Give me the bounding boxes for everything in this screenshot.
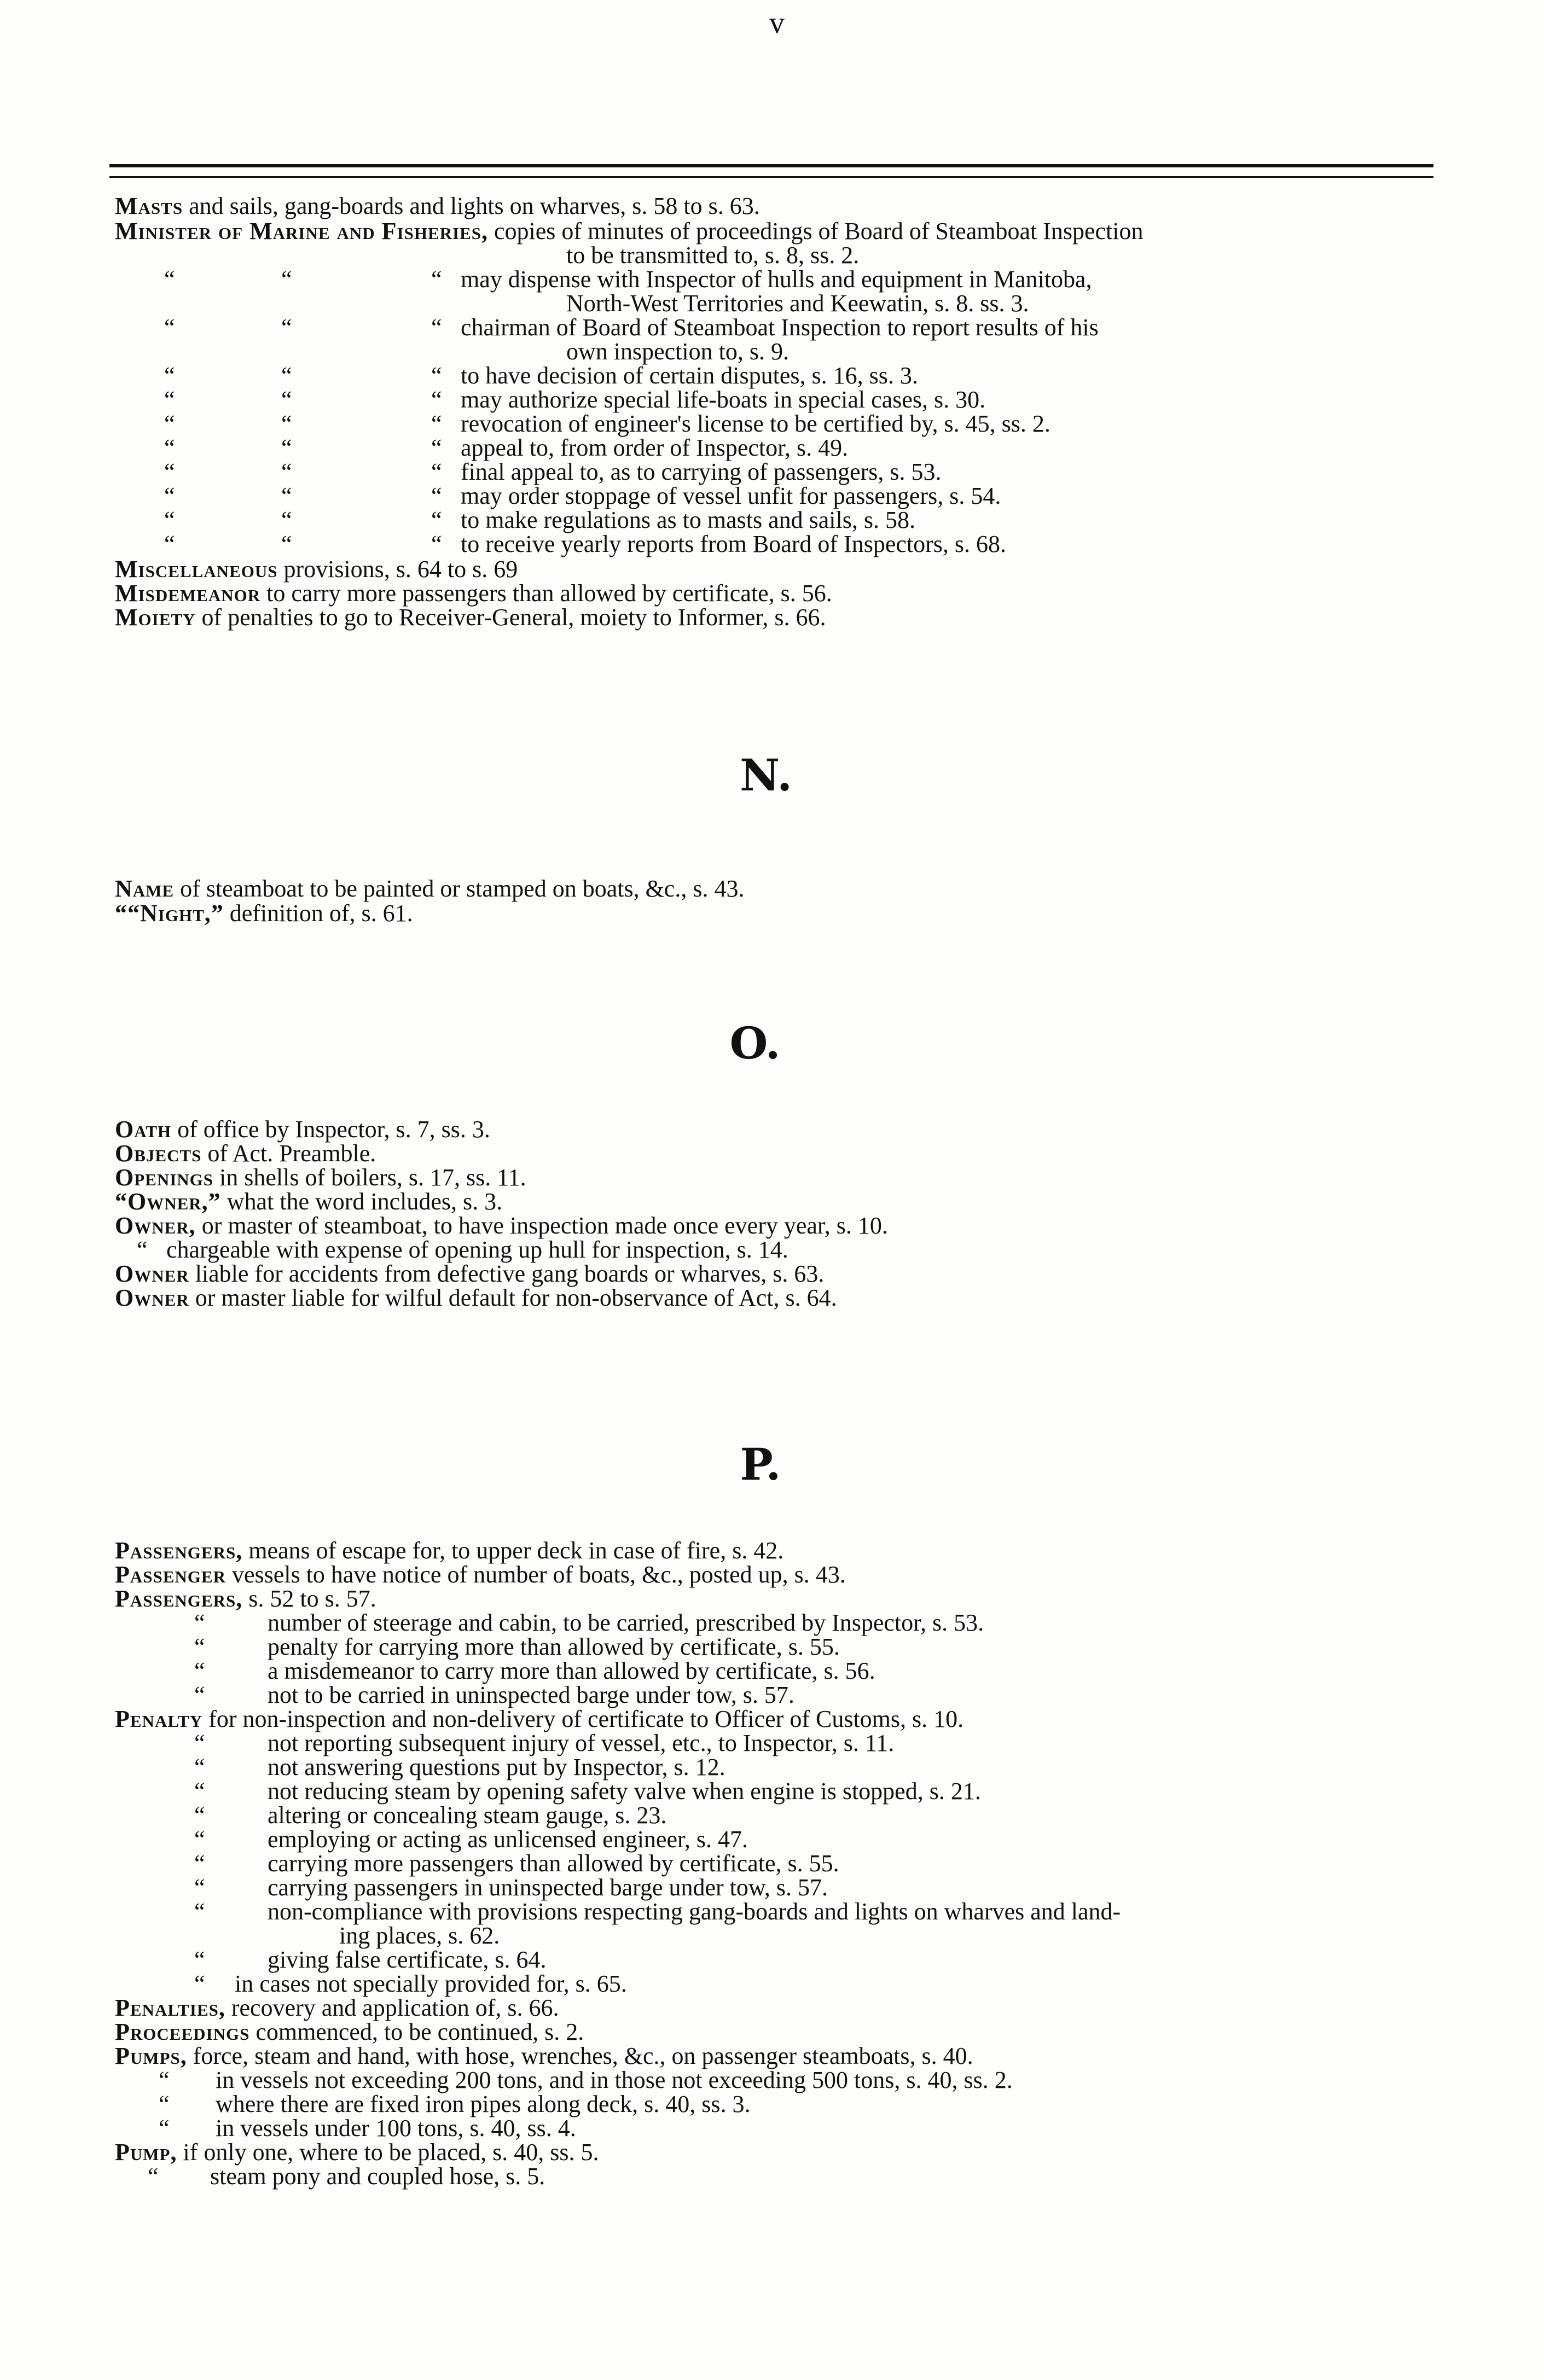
section-letter-n: N. — [740, 749, 792, 801]
index-entry: “ non-compliance with provisions respecting gang-boards and lights on wharves and land- — [194, 1898, 1121, 1925]
index-entry: Owner, or master of steamboat, to have inspection made once every year, s. 10. — [115, 1212, 888, 1239]
index-entry: Owner or master liable for wilful default for non-observance of Act, s. 64. — [115, 1284, 837, 1311]
index-entry: “ “ “ may order stoppage of vessel unfit for passengers, s. 54. — [164, 482, 1001, 509]
index-entry: Penalty for non-inspection and non-delivery of certificate to Officer of Customs, s. 10. — [115, 1706, 964, 1732]
index-entry-continuation: to be transmitted to, s. 8, ss. 2. — [566, 242, 860, 269]
index-entry: Proceedings commenced, to be continued, s. 2. — [115, 2018, 584, 2045]
section-letter-p: P. — [740, 1439, 781, 1490]
index-entry: “Owner,” what the word includes, s. 3. — [115, 1188, 503, 1215]
index-entry: Misdemeanor to carry more passengers than allowed by certificate, s. 56. — [115, 580, 832, 607]
index-entry: “ employing or acting as unlicensed engineer, s. 47. — [194, 1826, 748, 1853]
index-entry: “ giving false certificate, s. 64. — [194, 1946, 547, 1973]
index-entry: “ chargeable with expense of opening up hull for inspection, s. 14. — [137, 1236, 788, 1263]
index-entry: “ not to be carried in uninspected barge under tow, s. 57. — [194, 1681, 794, 1708]
index-entry: “ “ “ chairman of Board of Steamboat Inspection to report results of his — [164, 314, 1099, 341]
index-entry: “ penalty for carrying more than allowed by certificate, s. 55. — [194, 1633, 840, 1660]
index-entry: Miscellaneous provisions, s. 64 to s. 69 — [115, 556, 518, 583]
index-entry: “ “ “ revocation of engineer's license to be certified by, s. 45, ss. 2. — [164, 410, 1050, 437]
index-entry: Objects of Act. Preamble. — [115, 1140, 376, 1167]
index-entry: Openings in shells of boilers, s. 17, ss. 11. — [115, 1164, 526, 1191]
index-entry: “ altering or concealing steam gauge, s. 23. — [194, 1802, 667, 1829]
index-entry: Name of steamboat to be painted or stamped on boats, &c., s. 43. — [115, 875, 745, 902]
index-entry: “ “ “ may authorize special life-boats in special cases, s. 30. — [164, 386, 986, 413]
index-entry-continuation: own inspection to, s. 9. — [566, 338, 789, 365]
index-entry-continuation: North-West Territories and Keewatin, s. 8. ss. 3. — [566, 290, 1029, 317]
index-entry: “ carrying passengers in uninspected barge under tow, s. 57. — [194, 1874, 828, 1901]
index-entry: Passenger vessels to have notice of number of boats, &c., posted up, s. 43. — [115, 1561, 846, 1588]
index-entry: “ in vessels under 100 tons, s. 40, ss. 4. — [159, 2115, 576, 2142]
index-entry: “ not reporting subsequent injury of vessel, etc., to Inspector, s. 11. — [194, 1730, 895, 1756]
index-entry: “ steam pony and coupled hose, s. 5. — [148, 2163, 545, 2190]
index-entry: “ a misdemeanor to carry more than allowed by certificate, s. 56. — [194, 1657, 875, 1684]
index-entry: Moiety of penalties to go to Receiver-General, moiety to Informer, s. 66. — [115, 604, 826, 631]
index-entry: Oath of office by Inspector, s. 7, ss. 3. — [115, 1116, 490, 1143]
index-entry: ““Night,” definition of, s. 61. — [115, 900, 413, 927]
index-entry: “ “ “ final appeal to, as to carrying of passengers, s. 53. — [164, 458, 942, 485]
index-entry: Passengers, means of escape for, to upper deck in case of fire, s. 42. — [115, 1537, 784, 1564]
index-entry: Penalties, recovery and application of, s. 66. — [115, 1994, 559, 2021]
index-entry: “ “ “ to have decision of certain disputes, s. 16, ss. 3. — [164, 362, 918, 389]
page-number: v — [769, 6, 785, 40]
index-entry: Passengers, s. 52 to s. 57. — [115, 1585, 376, 1612]
index-entry: “ “ “ to receive yearly reports from Board of Inspectors, s. 68. — [164, 531, 1007, 557]
index-entry: “ not reducing steam by opening safety valve when engine is stopped, s. 21. — [194, 1778, 981, 1805]
index-entry-continuation: ing places, s. 62. — [339, 1922, 500, 1949]
index-entry: “ in vessels not exceeding 200 tons, and in those not exceeding 500 tons, s. 40, ss. 2. — [159, 2067, 1013, 2093]
header-rule-thin — [109, 176, 1433, 178]
index-entry: Owner liable for accidents from defective gang boards or wharves, s. 63. — [115, 1260, 825, 1287]
index-entry: Minister of Marine and Fisheries, copies of minutes of proceedings of Board of Steamboat Inspection — [115, 218, 1144, 245]
header-rule — [109, 164, 1433, 167]
index-entry: “ where there are fixed iron pipes along deck, s. 40, ss. 3. — [159, 2091, 751, 2117]
index-entry: “ “ “ to make regulations as to masts and sails, s. 58. — [164, 507, 915, 533]
index-entry: “ in cases not specially provided for, s. 65. — [194, 1970, 627, 1997]
index-entry: “ number of steerage and cabin, to be carried, prescribed by Inspector, s. 53. — [194, 1609, 984, 1636]
index-entry: “ “ “ appeal to, from order of Inspector, s. 49. — [164, 434, 849, 461]
index-entry: “ “ “ may dispense with Inspector of hulls and equipment in Manitoba, — [164, 266, 1092, 293]
section-letter-o: O. — [729, 1017, 781, 1069]
index-entry: “ not answering questions put by Inspector, s. 12. — [194, 1754, 725, 1780]
index-entry: Pumps, force, steam and hand, with hose, wrenches, &c., on passenger steamboats, s. 40. — [115, 2043, 973, 2069]
index-entry: Masts and sails, gang-boards and lights on wharves, s. 58 to s. 63. — [115, 193, 760, 219]
index-entry: “ carrying more passengers than allowed by certificate, s. 55. — [194, 1850, 839, 1877]
index-entry: Pump, if only one, where to be placed, s. 40, ss. 5. — [115, 2139, 599, 2166]
